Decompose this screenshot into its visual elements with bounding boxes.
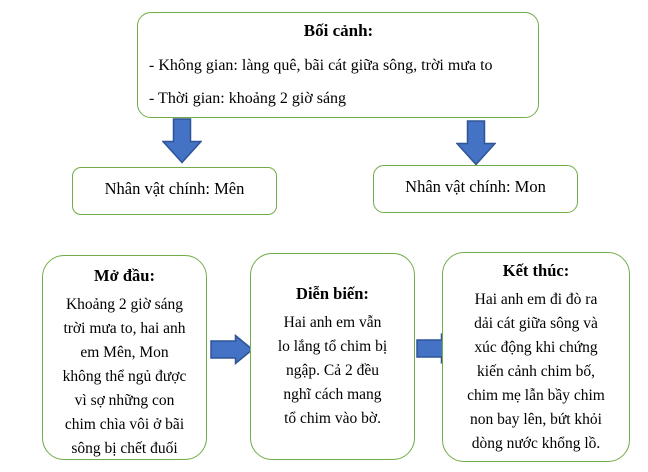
character-box-men-label: Nhân vật chính: Mên	[104, 178, 245, 198]
character-box-mon-label: Nhân vật chính: Mon	[405, 176, 546, 196]
ending-box-body: Hai anh em đi đò ra dải cát giữa sông và xúc động khi chứng kiến cảnh chim bố, chim mẹ lẫn bầy chim non bay lên, bứt khỏi dòng nước khổng lồ.	[467, 291, 605, 452]
context-time-line: - Thời gian: khoảng 2 giờ sáng	[149, 90, 347, 107]
context-space-line: - Không gian: làng quê, bãi cát giữa sông, trời mưa to	[149, 57, 493, 74]
opening-box	[42, 255, 207, 460]
opening-box-body: Khoảng 2 giờ sáng trời mưa to, hai anh em Mên, Mon không thể ngủ được vì sợ những con chim chìa vôi ở bãi sông bị chết đuối	[62, 296, 187, 457]
context-box-title: Bối cảnh:	[303, 21, 374, 40]
right-arrow-opening-to-development-icon	[210, 334, 254, 365]
context-box	[137, 12, 539, 118]
ending-box-title: Kết thúc:	[502, 261, 570, 280]
character-box-mon	[373, 165, 578, 213]
development-box-title: Diễn biến:	[296, 283, 369, 303]
development-box	[250, 253, 415, 460]
development-box-body: Hai anh em vẫn lo lắng tổ chim bị ngập. Cả 2 đều nghĩ cách mang tổ chim vào bờ.	[277, 313, 388, 427]
down-arrow-to-mon-icon	[456, 120, 496, 166]
opening-box-title: Mở đầu:	[94, 266, 155, 285]
character-box-men	[72, 167, 277, 215]
ending-box	[442, 252, 630, 462]
down-arrow-to-men-icon	[162, 118, 202, 164]
